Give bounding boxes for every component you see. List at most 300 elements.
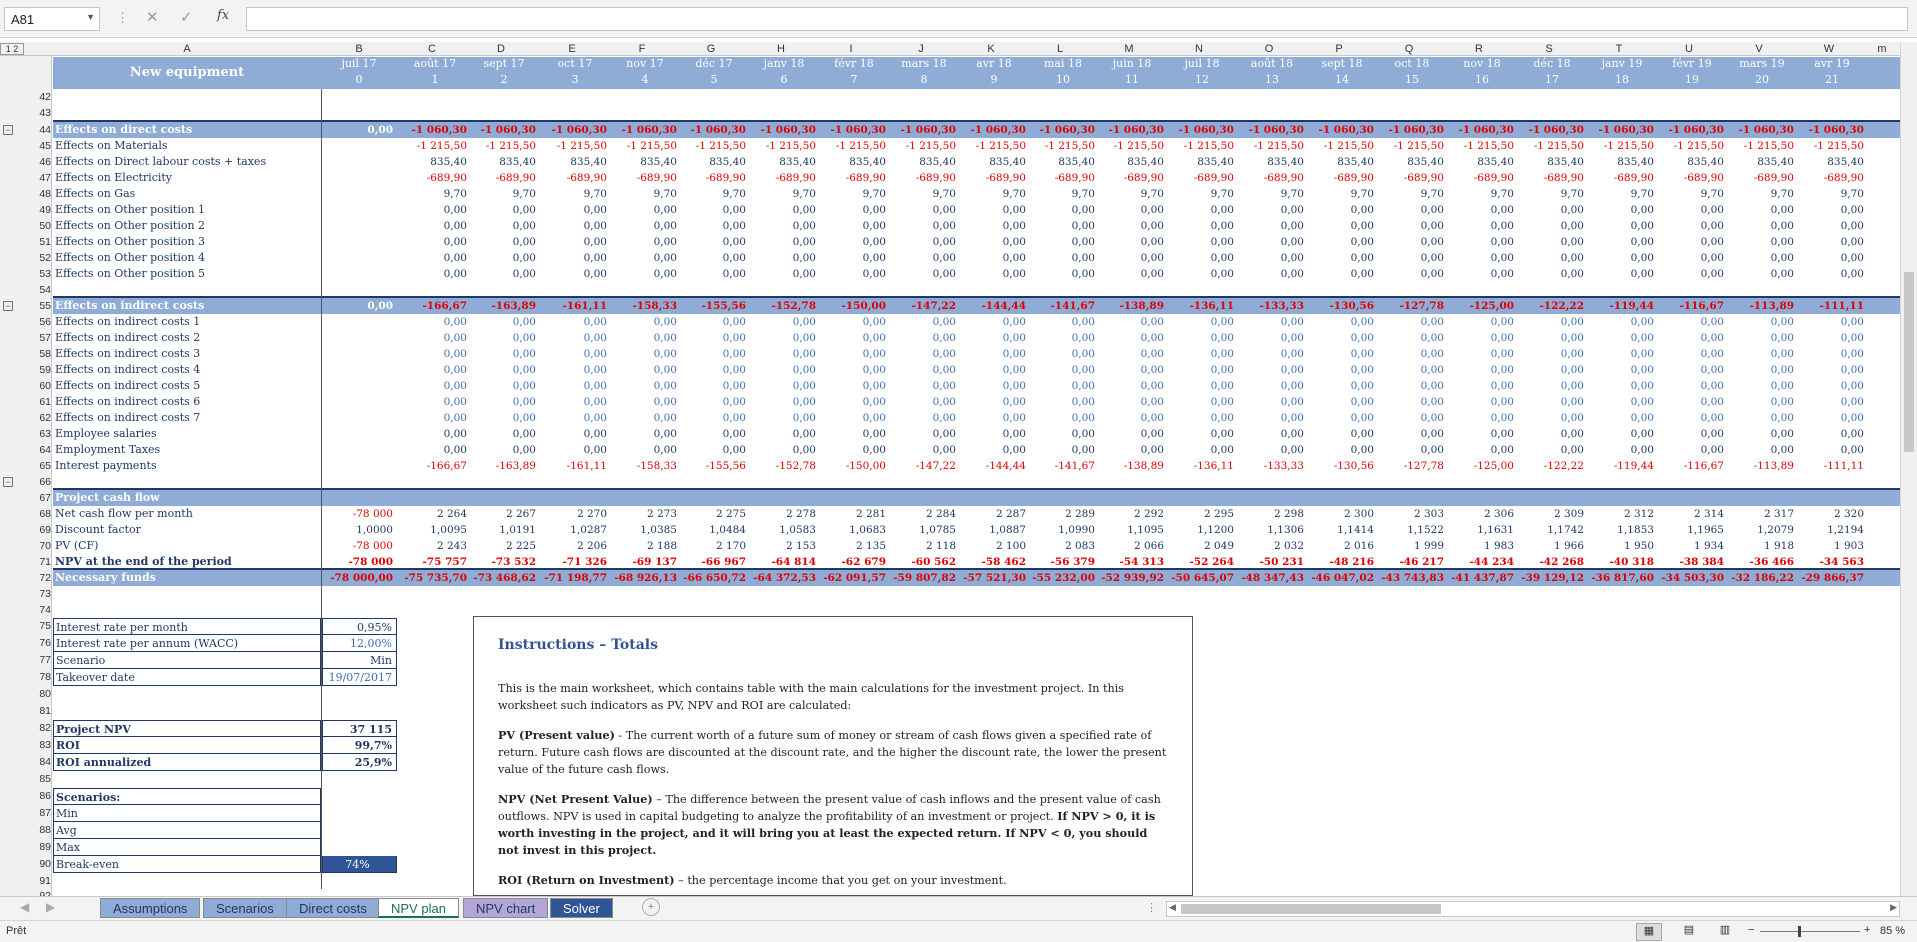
discount-value[interactable]: 1,0191 (499, 524, 536, 536)
indirect-item-value[interactable]: 0,00 (1280, 444, 1304, 456)
indirect-item-value[interactable]: 0,00 (1770, 396, 1794, 408)
interest-value[interactable]: -155,56 (705, 460, 746, 472)
direct-item-value[interactable]: 0,00 (653, 204, 677, 216)
direct-item-value[interactable]: 0,00 (862, 236, 886, 248)
row-header[interactable]: 89 (39, 841, 51, 853)
npv-value[interactable]: -73 532 (491, 556, 536, 568)
row-header[interactable]: 50 (39, 220, 51, 232)
indirect-item-value[interactable]: 0,00 (1140, 316, 1164, 328)
interest-value[interactable]: -138,89 (1123, 460, 1164, 472)
param-value[interactable]: Min (322, 652, 397, 669)
column-header-G[interactable]: G (706, 43, 716, 55)
indirect-item-value[interactable]: 0,00 (1840, 396, 1864, 408)
indirect-costs-value[interactable]: -158,33 (632, 300, 677, 312)
npv-value[interactable]: -34 563 (1819, 556, 1864, 568)
indirect-costs-value[interactable]: -138,89 (1119, 300, 1164, 312)
indirect-item-value[interactable]: 0,00 (1700, 332, 1724, 344)
cancel-icon[interactable]: ✕ (146, 9, 159, 26)
indirect-item-value[interactable]: 0,00 (1071, 444, 1095, 456)
indirect-item-value[interactable]: 0,00 (1071, 316, 1095, 328)
row-header[interactable]: 44 (39, 124, 51, 136)
indirect-costs-b[interactable]: 0,00 (367, 300, 393, 312)
direct-item-value[interactable]: 835,40 (1687, 156, 1724, 168)
tab-npv-chart[interactable]: NPV chart (463, 898, 548, 918)
confirm-icon[interactable]: ✓ (180, 9, 193, 26)
direct-costs-value[interactable]: -1 060,30 (1598, 124, 1654, 136)
net-value[interactable]: 2 284 (925, 508, 956, 520)
npv-value[interactable]: -66 967 (701, 556, 746, 568)
indirect-item-value[interactable]: 0,00 (1630, 348, 1654, 360)
indirect-item-value[interactable]: 0,00 (653, 332, 677, 344)
direct-costs-value[interactable]: -1 060,30 (1388, 124, 1444, 136)
direct-item-value[interactable]: 0,00 (443, 268, 467, 280)
funds-value[interactable]: -39 129,12 (1521, 572, 1584, 584)
row-header[interactable]: 69 (39, 524, 51, 536)
column-header-Q[interactable]: Q (1404, 43, 1414, 55)
indirect-item-value[interactable]: 0,00 (583, 428, 607, 440)
direct-item-value[interactable]: 0,00 (862, 204, 886, 216)
indirect-item-value[interactable]: 0,00 (792, 316, 816, 328)
indirect-item-value[interactable]: 0,00 (1071, 364, 1095, 376)
direct-item-value[interactable]: -689,90 (1123, 172, 1164, 184)
indirect-item-value[interactable]: 0,00 (1840, 316, 1864, 328)
column-header-E[interactable]: E (568, 43, 576, 55)
direct-item-value[interactable]: 0,00 (1071, 236, 1095, 248)
indirect-item-value[interactable]: 0,00 (1280, 396, 1304, 408)
indirect-item-value[interactable]: 0,00 (583, 412, 607, 424)
direct-item-label[interactable]: Effects on Other position 3 (55, 235, 206, 248)
interest-value[interactable]: -119,44 (1613, 460, 1654, 472)
indirect-item-value[interactable]: 0,00 (1210, 316, 1234, 328)
direct-item-value[interactable]: 0,00 (1002, 268, 1026, 280)
interest-value[interactable]: -133,33 (1263, 460, 1304, 472)
pv-value[interactable]: 2 032 (1273, 540, 1304, 552)
row-header[interactable]: 71 (39, 556, 51, 568)
indirect-item-value[interactable]: 0,00 (1490, 364, 1514, 376)
direct-item-label[interactable]: Effects on Gas (55, 187, 136, 200)
direct-item-value[interactable]: 0,00 (1840, 236, 1864, 248)
direct-item-value[interactable]: 0,00 (583, 268, 607, 280)
direct-item-label[interactable]: Effects on Other position 1 (55, 203, 206, 216)
npv-value[interactable]: -75 757 (422, 556, 467, 568)
column-header-J[interactable]: J (918, 43, 924, 55)
indirect-item-label[interactable]: Employee salaries (55, 427, 157, 440)
direct-item-value[interactable]: 0,00 (443, 252, 467, 264)
funds-value[interactable]: -43 743,83 (1381, 572, 1444, 584)
indirect-item-value[interactable]: 0,00 (862, 380, 886, 392)
direct-item-value[interactable]: -689,90 (1054, 172, 1095, 184)
funds-value[interactable]: -52 939,92 (1101, 572, 1164, 584)
direct-item-value[interactable]: 0,00 (1420, 268, 1444, 280)
direct-item-value[interactable]: 835,40 (989, 156, 1026, 168)
direct-item-value[interactable]: -689,90 (426, 172, 467, 184)
pv-value[interactable]: 2 225 (505, 540, 536, 552)
indirect-item-value[interactable]: 0,00 (583, 332, 607, 344)
column-header-m[interactable]: m (1877, 43, 1887, 55)
discount-value[interactable]: 1,1742 (1547, 524, 1584, 536)
direct-item-value[interactable]: 0,00 (1071, 220, 1095, 232)
row-header[interactable]: 55 (39, 300, 51, 312)
indirect-item-value[interactable]: 0,00 (1770, 412, 1794, 424)
direct-item-value[interactable]: 0,00 (722, 252, 746, 264)
column-header-R[interactable]: R (1475, 43, 1483, 55)
npv-value[interactable]: -56 379 (1050, 556, 1095, 568)
direct-item-value[interactable]: 835,40 (640, 156, 677, 168)
direct-item-value[interactable]: 835,40 (1617, 156, 1654, 168)
pv-value[interactable]: 2 066 (1133, 540, 1164, 552)
funds-value[interactable]: -75 735,70 (404, 572, 467, 584)
row-header[interactable]: 67 (39, 492, 51, 504)
column-header-C[interactable]: C (428, 43, 436, 55)
name-box[interactable] (4, 7, 100, 31)
direct-item-value[interactable]: 0,00 (1210, 236, 1234, 248)
indirect-item-value[interactable]: 0,00 (1071, 428, 1095, 440)
funds-value[interactable]: -32 186,22 (1731, 572, 1794, 584)
indirect-item-value[interactable]: 0,00 (1490, 428, 1514, 440)
indirect-item-value[interactable]: 0,00 (792, 444, 816, 456)
indirect-item-value[interactable]: 0,00 (1700, 364, 1724, 376)
indirect-item-value[interactable]: 0,00 (1560, 348, 1584, 360)
funds-value[interactable]: -57 521,30 (963, 572, 1026, 584)
indirect-item-value[interactable]: 0,00 (1700, 428, 1724, 440)
direct-item-value[interactable]: 0,00 (932, 204, 956, 216)
direct-item-value[interactable]: 0,00 (932, 220, 956, 232)
indirect-item-value[interactable]: 0,00 (1280, 412, 1304, 424)
column-header-V[interactable]: V (1755, 43, 1763, 55)
discount-value[interactable]: 1,1306 (1267, 524, 1304, 536)
normal-view-icon[interactable]: ▦ (1636, 923, 1662, 941)
direct-item-value[interactable]: 835,40 (1547, 156, 1584, 168)
indirect-costs-label[interactable]: Effects on indirect costs (55, 299, 205, 312)
direct-item-value[interactable]: 0,00 (932, 268, 956, 280)
indirect-item-value[interactable]: 0,00 (792, 332, 816, 344)
direct-item-value[interactable]: 0,00 (1280, 236, 1304, 248)
interest-value[interactable]: -152,78 (775, 460, 816, 472)
direct-item-value[interactable]: -1 215,50 (1113, 140, 1164, 152)
net-value[interactable]: 2 275 (715, 508, 746, 520)
scroll-right-icon[interactable]: ▶ (1890, 902, 1897, 912)
npv-value[interactable]: -38 384 (1679, 556, 1724, 568)
interest-value[interactable]: -136,11 (1193, 460, 1234, 472)
indirect-item-value[interactable]: 0,00 (1210, 348, 1234, 360)
indirect-item-value[interactable]: 0,00 (1490, 412, 1514, 424)
indirect-item-value[interactable]: 0,00 (862, 428, 886, 440)
row-header[interactable]: 85 (39, 773, 51, 785)
row-header[interactable]: 75 (39, 620, 51, 632)
column-header-K[interactable]: K (987, 43, 995, 55)
indirect-item-value[interactable]: 0,00 (1420, 396, 1444, 408)
indirect-costs-value[interactable]: -116,67 (1679, 300, 1724, 312)
row-header[interactable]: 54 (39, 284, 51, 296)
param-value[interactable]: 19/07/2017 (322, 669, 397, 686)
direct-item-value[interactable]: 835,40 (779, 156, 816, 168)
direct-item-value[interactable]: -1 215,50 (1044, 140, 1095, 152)
pv-value[interactable]: 2 153 (785, 540, 816, 552)
net-value[interactable]: 2 312 (1623, 508, 1654, 520)
direct-item-value[interactable]: 0,00 (1840, 220, 1864, 232)
formula-input[interactable] (246, 7, 1908, 31)
indirect-item-value[interactable]: 0,00 (653, 316, 677, 328)
page-break-view-icon[interactable]: ▥ (1719, 924, 1731, 936)
indirect-item-value[interactable]: 0,00 (1140, 412, 1164, 424)
direct-item-value[interactable]: 0,00 (1560, 236, 1584, 248)
indirect-costs-value[interactable]: -150,00 (841, 300, 886, 312)
collapse-group-icon[interactable]: − (3, 301, 13, 311)
direct-item-value[interactable]: 835,40 (1337, 156, 1374, 168)
indirect-item-value[interactable]: 0,00 (512, 348, 536, 360)
pv-value[interactable]: 1 999 (1413, 540, 1444, 552)
scroll-tabs-right-icon[interactable]: ▶ (46, 900, 56, 914)
indirect-item-value[interactable]: 0,00 (1420, 316, 1444, 328)
indirect-item-value[interactable]: 0,00 (1840, 444, 1864, 456)
indirect-item-value[interactable]: 0,00 (1002, 364, 1026, 376)
scroll-left-icon[interactable]: ◀ (1169, 902, 1176, 912)
direct-item-value[interactable]: 0,00 (1630, 268, 1654, 280)
row-header[interactable]: 82 (39, 722, 51, 734)
direct-item-value[interactable]: 9,70 (1071, 188, 1095, 200)
indirect-item-value[interactable]: 0,00 (512, 316, 536, 328)
pv-label[interactable]: PV (CF) (55, 539, 99, 552)
pv-value[interactable]: 2 100 (995, 540, 1026, 552)
indirect-item-value[interactable]: 0,00 (1840, 332, 1864, 344)
indirect-item-value[interactable]: 0,00 (722, 348, 746, 360)
interest-value[interactable]: -150,00 (845, 460, 886, 472)
indirect-item-value[interactable]: 0,00 (1420, 380, 1444, 392)
indirect-item-value[interactable]: 0,00 (1280, 428, 1304, 440)
indirect-item-value[interactable]: 0,00 (1490, 332, 1514, 344)
direct-item-value[interactable]: 0,00 (1280, 220, 1304, 232)
direct-item-value[interactable]: 0,00 (583, 236, 607, 248)
indirect-item-value[interactable]: 0,00 (1770, 380, 1794, 392)
row-header[interactable]: 47 (39, 172, 51, 184)
indirect-item-value[interactable]: 0,00 (1560, 428, 1584, 440)
indirect-item-value[interactable]: 0,00 (1002, 380, 1026, 392)
direct-item-value[interactable]: 835,40 (1477, 156, 1514, 168)
row-header[interactable]: 45 (39, 140, 51, 152)
indirect-item-value[interactable]: 0,00 (722, 316, 746, 328)
tab-assumptions[interactable]: Assumptions (100, 898, 200, 918)
indirect-item-value[interactable]: 0,00 (1210, 444, 1234, 456)
pv-value[interactable]: 2 135 (855, 540, 886, 552)
direct-item-label[interactable]: Effects on Other position 4 (55, 251, 206, 264)
interest-value[interactable]: -127,78 (1403, 460, 1444, 472)
interest-value[interactable]: -141,67 (1054, 460, 1095, 472)
column-header-M[interactable]: M (1124, 43, 1134, 55)
direct-item-value[interactable]: 0,00 (1490, 268, 1514, 280)
direct-item-value[interactable]: 0,00 (653, 252, 677, 264)
indirect-item-value[interactable]: 0,00 (1350, 428, 1374, 440)
indirect-item-value[interactable]: 0,00 (443, 316, 467, 328)
direct-item-value[interactable]: -1 215,50 (1253, 140, 1304, 152)
param-value[interactable]: 12,00% (322, 635, 397, 652)
direct-item-value[interactable]: 0,00 (1560, 252, 1584, 264)
direct-item-value[interactable]: 0,00 (1490, 204, 1514, 216)
discount-value[interactable]: 1,0785 (919, 524, 956, 536)
direct-item-value[interactable]: 9,70 (1002, 188, 1026, 200)
direct-item-value[interactable]: -1 215,50 (1393, 140, 1444, 152)
row-header[interactable]: 84 (39, 756, 51, 768)
direct-item-label[interactable]: Effects on Materials (55, 139, 168, 152)
direct-item-value[interactable]: -689,90 (705, 172, 746, 184)
direct-costs-value[interactable]: -1 060,30 (1458, 124, 1514, 136)
indirect-item-value[interactable]: 0,00 (1071, 412, 1095, 424)
npv-value[interactable]: -54 313 (1119, 556, 1164, 568)
indirect-item-value[interactable]: 0,00 (1350, 316, 1374, 328)
row-header[interactable]: 48 (39, 188, 51, 200)
indirect-item-value[interactable]: 0,00 (792, 412, 816, 424)
direct-item-value[interactable]: -689,90 (775, 172, 816, 184)
direct-item-value[interactable]: 0,00 (1770, 252, 1794, 264)
row-header[interactable]: 91 (39, 875, 51, 887)
direct-item-value[interactable]: 9,70 (653, 188, 677, 200)
indirect-item-value[interactable]: 0,00 (932, 428, 956, 440)
row-header[interactable]: 51 (39, 236, 51, 248)
discount-value[interactable]: 1,1853 (1617, 524, 1654, 536)
direct-item-value[interactable]: -689,90 (915, 172, 956, 184)
indirect-item-value[interactable]: 0,00 (1350, 380, 1374, 392)
direct-costs-value[interactable]: -1 060,30 (970, 124, 1026, 136)
collapse-group-icon[interactable]: − (3, 477, 13, 487)
direct-item-value[interactable]: 0,00 (443, 220, 467, 232)
net-value[interactable]: 2 270 (576, 508, 607, 520)
add-sheet-icon[interactable]: + (642, 898, 660, 916)
direct-item-value[interactable]: 0,00 (1071, 204, 1095, 216)
indirect-item-value[interactable]: 0,00 (1210, 332, 1234, 344)
direct-item-value[interactable]: 0,00 (512, 204, 536, 216)
discount-value[interactable]: 1,1414 (1337, 524, 1374, 536)
discount-value[interactable]: 1,1965 (1687, 524, 1724, 536)
row-header[interactable]: 90 (39, 858, 51, 870)
direct-item-value[interactable]: 0,00 (1140, 268, 1164, 280)
direct-item-value[interactable]: 0,00 (1630, 252, 1654, 264)
direct-costs-value[interactable]: -1 060,30 (1738, 124, 1794, 136)
row-header[interactable]: 64 (39, 444, 51, 456)
indirect-item-value[interactable]: 0,00 (583, 348, 607, 360)
indirect-item-value[interactable]: 0,00 (512, 332, 536, 344)
direct-item-value[interactable]: 9,70 (1140, 188, 1164, 200)
row-header[interactable]: 80 (39, 688, 51, 700)
direct-item-value[interactable]: 835,40 (1058, 156, 1095, 168)
direct-item-value[interactable]: -689,90 (1263, 172, 1304, 184)
indirect-costs-value[interactable]: -127,78 (1399, 300, 1444, 312)
indirect-item-value[interactable]: 0,00 (512, 380, 536, 392)
direct-item-value[interactable]: -689,90 (1473, 172, 1514, 184)
horizontal-scroll-thumb[interactable] (1181, 904, 1441, 914)
indirect-costs-value[interactable]: -147,22 (911, 300, 956, 312)
indirect-item-value[interactable]: 0,00 (1140, 444, 1164, 456)
direct-costs-value[interactable]: -1 060,30 (690, 124, 746, 136)
discount-value[interactable]: 1,1095 (1127, 524, 1164, 536)
direct-item-value[interactable]: 0,00 (932, 236, 956, 248)
direct-item-value[interactable]: 0,00 (1350, 268, 1374, 280)
npv-label[interactable]: NPV at the end of the period (55, 555, 232, 568)
indirect-item-value[interactable]: 0,00 (1630, 444, 1654, 456)
indirect-item-value[interactable]: 0,00 (862, 364, 886, 376)
direct-costs-value[interactable]: -1 060,30 (551, 124, 607, 136)
row-header[interactable]: 59 (39, 364, 51, 376)
npv-value[interactable]: -42 268 (1539, 556, 1584, 568)
direct-item-label[interactable]: Effects on Electricity (55, 171, 173, 184)
indirect-item-label[interactable]: Effects on indirect costs 7 (55, 411, 201, 424)
direct-item-value[interactable]: 0,00 (583, 204, 607, 216)
npv-value[interactable]: -52 264 (1189, 556, 1234, 568)
indirect-item-value[interactable]: 0,00 (792, 396, 816, 408)
direct-item-value[interactable]: 0,00 (1002, 236, 1026, 248)
scroll-tabs-left-icon[interactable]: ◀ (20, 900, 30, 914)
indirect-item-value[interactable]: 0,00 (1002, 428, 1026, 440)
funds-value[interactable]: -78 000,00 (330, 572, 393, 584)
direct-item-value[interactable]: -689,90 (1543, 172, 1584, 184)
discount-value[interactable]: 1,0385 (640, 524, 677, 536)
direct-item-value[interactable]: -1 215,50 (1323, 140, 1374, 152)
net-value[interactable]: 2 306 (1483, 508, 1514, 520)
direct-item-value[interactable]: 9,70 (583, 188, 607, 200)
direct-item-value[interactable]: 0,00 (1280, 268, 1304, 280)
indirect-item-value[interactable]: 0,00 (1560, 364, 1584, 376)
scenario-breakeven-value[interactable]: 74% (322, 856, 397, 873)
direct-costs-value[interactable]: -1 060,30 (1668, 124, 1724, 136)
net-value[interactable]: 2 267 (505, 508, 536, 520)
funds-value[interactable]: -48 347,43 (1241, 572, 1304, 584)
indirect-item-value[interactable]: 0,00 (862, 412, 886, 424)
direct-item-value[interactable]: 0,00 (1770, 236, 1794, 248)
direct-item-value[interactable]: 0,00 (1071, 268, 1095, 280)
direct-item-value[interactable]: 0,00 (1770, 204, 1794, 216)
indirect-item-value[interactable]: 0,00 (1140, 428, 1164, 440)
indirect-item-value[interactable]: 0,00 (1350, 364, 1374, 376)
direct-item-value[interactable]: 0,00 (1280, 252, 1304, 264)
column-header-H[interactable]: H (777, 43, 785, 55)
indirect-item-value[interactable]: 0,00 (443, 412, 467, 424)
direct-item-value[interactable]: 0,00 (512, 252, 536, 264)
npv-value[interactable]: -71 326 (562, 556, 607, 568)
direct-item-value[interactable]: 0,00 (1700, 236, 1724, 248)
net-value[interactable]: 2 303 (1413, 508, 1444, 520)
direct-item-value[interactable]: 0,00 (1002, 252, 1026, 264)
indirect-item-value[interactable]: 0,00 (792, 428, 816, 440)
direct-costs-value[interactable]: -1 060,30 (411, 124, 467, 136)
direct-item-value[interactable]: 9,70 (1350, 188, 1374, 200)
indirect-item-value[interactable]: 0,00 (1140, 380, 1164, 392)
direct-item-value[interactable]: 0,00 (1350, 220, 1374, 232)
npv-value[interactable]: -50 231 (1259, 556, 1304, 568)
indirect-item-value[interactable]: 0,00 (653, 348, 677, 360)
insert-function-icon[interactable]: fx (217, 8, 230, 23)
direct-costs-value[interactable]: -1 060,30 (1528, 124, 1584, 136)
pv-value[interactable]: 2 243 (436, 540, 467, 552)
direct-item-label[interactable]: Effects on Direct labour costs + taxes (55, 155, 267, 168)
indirect-item-value[interactable]: 0,00 (1280, 380, 1304, 392)
discount-value[interactable]: 1,0484 (709, 524, 746, 536)
indirect-item-value[interactable]: 0,00 (1002, 316, 1026, 328)
indirect-costs-value[interactable]: -166,67 (422, 300, 467, 312)
npv-value[interactable]: -40 318 (1609, 556, 1654, 568)
indirect-item-value[interactable]: 0,00 (1840, 412, 1864, 424)
indirect-item-value[interactable]: 0,00 (1071, 348, 1095, 360)
indirect-item-value[interactable]: 0,00 (1002, 444, 1026, 456)
direct-item-value[interactable]: 9,70 (1700, 188, 1724, 200)
indirect-item-value[interactable]: 0,00 (1560, 332, 1584, 344)
funds-value[interactable]: -62 091,57 (823, 572, 886, 584)
net-value[interactable]: 2 298 (1273, 508, 1304, 520)
interest-value[interactable]: -113,89 (1753, 460, 1794, 472)
page-layout-view-icon[interactable]: ▤ (1683, 924, 1695, 936)
row-header[interactable]: 76 (39, 637, 51, 649)
discount-value[interactable]: 1,0583 (779, 524, 816, 536)
net-label[interactable]: Net cash flow per month (55, 507, 193, 520)
direct-item-value[interactable]: 0,00 (1210, 220, 1234, 232)
direct-item-value[interactable]: -1 215,50 (626, 140, 677, 152)
